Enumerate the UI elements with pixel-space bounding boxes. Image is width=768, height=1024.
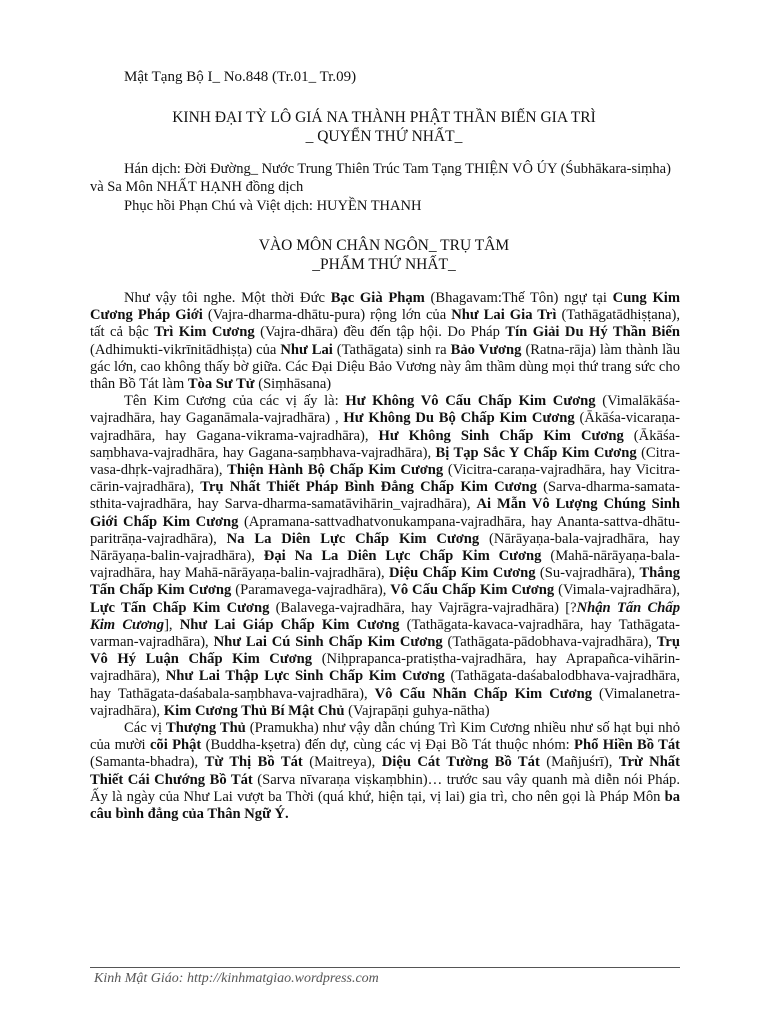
- bold-term: Bị Tạp Sắc Y Chấp Kim Cương: [435, 444, 637, 461]
- text-run: (Tathāgatādhiṣṭana), tất cả bậc: [90, 307, 680, 341]
- bold-term: Như Lai Cú Sinh Chấp Kim Cương: [213, 634, 443, 651]
- bold-term: Kim Cương Thủ Bí Mật Chủ: [163, 702, 345, 719]
- text-run: (Samanta-bhadra),: [90, 754, 205, 771]
- footer-link[interactable]: Kinh Mật Giáo: http://kinhmatgiao.wordpress.com: [94, 971, 379, 986]
- bold-term: Thượng Thủ: [166, 720, 246, 737]
- text-run: Tên Kim Cương của các vị ấy là:: [124, 393, 346, 410]
- bold-term: Hư Không Vô Cấu Chấp Kim Cương: [345, 393, 596, 410]
- bold-term: Trì Kim Cương: [154, 324, 255, 341]
- text-run: (Vajra-dhāra) đều đến tập hội. Do Pháp: [254, 324, 506, 341]
- footer-divider: [90, 967, 680, 968]
- text-run: (Ratna-rāja) làm thành lầu gác lớn, cao không thấy bờ giữa. Các Đại Diệu Bảo Vương này âm thầm dùng mọi thứ trang sức cho thân Bồ Tát làm: [90, 341, 680, 393]
- bold-term: Như Lai Gia Trì: [451, 307, 557, 324]
- document-header: Mật Tạng Bộ I_ No.848 (Tr.01_ Tr.09): [124, 69, 357, 85]
- text-run: ],: [164, 616, 180, 633]
- text-run: (Tathāgata-kavaca-vajradhāra, hay Tathāgata-varman-vajradhāra),: [90, 616, 681, 651]
- text-run: (Bhagavam:Thế Tôn) ngự tại: [424, 290, 613, 306]
- chapter-heading-line2: _PHẨM THỨ NHẤT_: [312, 256, 456, 273]
- text-run: (Vajra-dharma-dhātu-pura) rộng lớn của: [202, 307, 452, 324]
- paragraph: [90, 720, 680, 823]
- body-text: [90, 290, 680, 823]
- text-run: (Nārāyaṇa-bala-vajradhāra, hay Nārāyaṇa-balin-vajradhāra),: [90, 530, 680, 565]
- text-run: (Su-vajradhāra),: [535, 565, 640, 582]
- text-run: (Vajrapāṇi guhya-nātha): [344, 702, 490, 719]
- bold-term: Phổ Hiền Bồ Tát: [574, 737, 680, 754]
- text-run: (Adhimukti-vikrīnitādhiṣṭa) của: [90, 341, 281, 358]
- text-run: (Sarva nīvaraṇa viṣkaṃbhin)… trước sau vây quanh mà diễn nói Pháp. Ấy là ngày của Như Lai vượt ba Thời (quá khứ, hiện tại, vị lai) gia trì, cho nên gọi là Pháp Môn: [90, 771, 680, 805]
- bold-term: Diệu Cát Tường Bồ Tát: [381, 754, 540, 771]
- bold-term: Na La Diên Lực Chấp Kim Cương: [226, 530, 480, 547]
- text-run: (Tathāgata-daśabalodbhava-vajradhāra, hay Tathāgata-daśabala-saṃbhava-vajradhāra),: [90, 668, 680, 702]
- bold-term: Tín Giải Du Hý Thần Biến: [505, 324, 680, 341]
- bold-term: Bảo Vương: [450, 341, 522, 358]
- text-run: (Niḥprapanca-pratiṣtha-vajradhāra, hay Aprapañca-vihārin-vajradhāra),: [90, 651, 680, 685]
- text-run: (Ākāśa-vicaraṇa-vajradhāra, hay Gagana-vikrama-vajradhāra),: [90, 410, 680, 444]
- text-run: (Buddha-kṣetra) đến dự, cùng các vị Đại Bồ Tát thuộc nhóm:: [201, 737, 575, 754]
- text-run: (Tathāgata) sinh ra: [332, 341, 451, 358]
- bold-term: cõi Phật: [149, 737, 202, 754]
- bold-term: Thắng Tấn Chấp Kim Cương: [90, 565, 680, 599]
- text-run: (Vimala-vajradhāra),: [554, 582, 681, 599]
- bold-term: Bạc Già Phạm: [330, 290, 425, 306]
- bold-term: Hư Không Du Bộ Chấp Kim Cương: [343, 410, 575, 427]
- sutra-title-line2: _ QUYỂN THỨ NHẤT_: [305, 128, 463, 145]
- text-run: (Citra-vasa-dhṛk-vajradhāra),: [90, 444, 680, 479]
- bold-term: Hư Không Sinh Chấp Kim Cương: [378, 427, 624, 444]
- text-run: (Vicitra-caraṇa-vajradhāra, hay Vicitra-cārin-vajradhāra),: [90, 462, 681, 496]
- bold-term: Ai Mẫn Vô Lượng Chúng Sinh Giới Chấp Kim Cương: [90, 496, 680, 530]
- text-run: (Paramavega-vajradhāra),: [231, 582, 391, 599]
- text-run: (Vimalākāśa-vajradhāra, hay Gaganāmala-vajradhāra) ,: [90, 393, 680, 427]
- text-run: (Mañjuśrī),: [539, 754, 619, 771]
- text-run: Các vị: [124, 720, 167, 737]
- bold-term: Diệu Chấp Kim Cương: [389, 565, 536, 582]
- bold-term: Vô Cấu Nhãn Chấp Kim Cương: [374, 685, 592, 702]
- bold-term: Như Lai Thập Lực Sinh Chấp Kim Cương: [165, 668, 445, 685]
- bold-term: Trụ Nhất Thiết Pháp Bình Đẳng Chấp Kim Cương: [200, 479, 537, 496]
- bold-italic-term: Nhận Tấn Chấp Kim Cương: [90, 599, 681, 633]
- text-run: (Sarva-dharma-samata-sthita-vajradhāra, hay Sarva-dharma-samatāvihārin_vajradhāra),: [90, 479, 681, 513]
- bold-term: Từ Thị Bồ Tát: [204, 754, 303, 771]
- sutra-title: [90, 108, 678, 146]
- text-run: (Mahā-nārāyaṇa-bala-vajradhāra, hay Mahā-nārāyaṇa-balin-vajradhāra),: [90, 548, 680, 582]
- bold-term: Thiện Hành Bộ Chấp Kim Cương: [227, 462, 444, 479]
- sutra-title-line1: KINH ĐẠI TỲ LÔ GIÁ NA THÀNH PHẬT THẦN BIẾN GIA TRÌ: [172, 109, 596, 126]
- bold-term: Trụ Vô Hý Luận Chấp Kim Cương: [90, 634, 680, 668]
- bold-term: Như Lai: [280, 341, 333, 358]
- text-run: (Apramana-sattvadhatvonukampana-vajradhāra, hay Ananta-sattva-dhātu-paritrāṇa-vajradhāra),: [90, 513, 680, 547]
- paragraph: [90, 393, 680, 720]
- text-run: (Tathāgata-pādobhava-vajradhāra),: [442, 634, 657, 651]
- text-run: (Pramukha) như vậy dẫn chúng Trì Kim Cương nhiều như số hạt bụi nhỏ của mười: [90, 720, 680, 754]
- text-run: (Vimalanetra-vajradhāra),: [90, 685, 680, 719]
- text-run: (Siṃhāsana): [254, 376, 332, 393]
- text-run: (Balavega-vajradhāra, hay Vajrāgra-vajradhāra) [?: [269, 599, 577, 616]
- bold-term: Như Lai Giáp Chấp Kim Cương: [179, 616, 400, 633]
- chapter-heading: [90, 236, 678, 274]
- bold-term: Cung Kim Cương Pháp Giới: [90, 290, 681, 324]
- bold-term: Lực Tấn Chấp Kim Cương: [90, 599, 270, 616]
- bold-term: Đại Na La Diên Lực Chấp Kim Cương: [263, 548, 542, 565]
- bold-term: Tòa Sư Tử: [187, 376, 255, 393]
- bold-term: ba câu bình đẳng của Thân Ngữ Ý.: [90, 788, 680, 823]
- translation-credit: Hán dịch: Đời Đường_ Nước Trung Thiên Trúc Tam Tạng THIỆN VÔ ÚY (Śubhākara-siṃha) và Sa Môn NHẤT HẠNH đồng dịch: [90, 161, 671, 195]
- paragraph: [90, 290, 680, 393]
- bold-term: Vô Cấu Chấp Kim Cương: [390, 582, 555, 599]
- bold-term: Trừ Nhất Thiết Cái Chướng Bồ Tát: [90, 754, 680, 788]
- restoration-credit: Phục hồi Phạn Chú và Việt dịch: HUYỀN THANH: [124, 198, 422, 214]
- text-run: (Ākāśa-saṃbhava-vajradhāra, hay Gagana-saṃbhava-vajradhāra),: [90, 427, 680, 461]
- chapter-heading-line1: VÀO MÔN CHÂN NGÔN_ TRỤ TÂM: [258, 237, 510, 254]
- text-run: Như vậy tôi nghe. Một thời Đức: [124, 290, 331, 306]
- text-run: (Maitreya),: [302, 754, 382, 771]
